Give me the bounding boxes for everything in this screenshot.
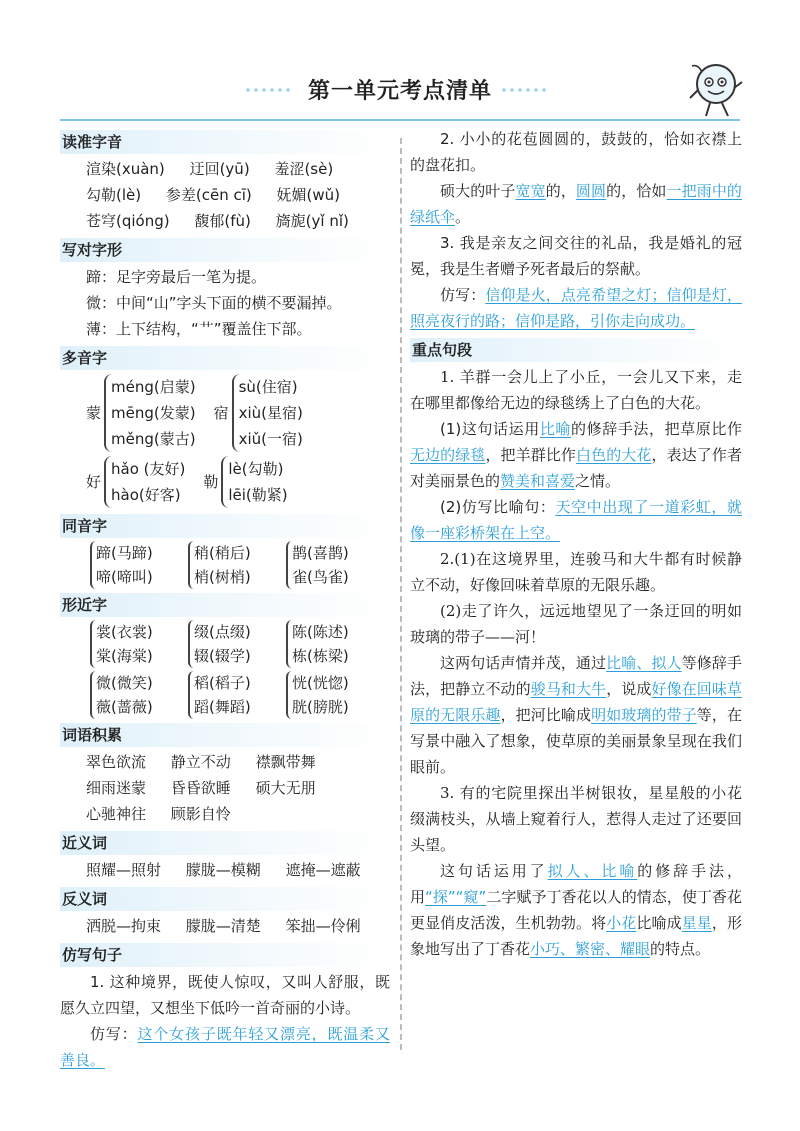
text: ，把河比喻成: [500, 706, 592, 724]
xingjin-row: [60, 620, 390, 668]
duoyin-reading: lēi(勒紧): [228, 486, 288, 504]
char-group: [90, 671, 174, 719]
jinyi-row: [60, 857, 390, 883]
answer: 天空中出现了一道彩虹，就像一座彩桥架在上空。: [410, 498, 742, 542]
key-passage-2a: 2.(1)在这境界里，连骏马和大牛都有时候静立不动，好像回味着草原的无限乐趣。: [410, 550, 742, 594]
text: 的特点。: [650, 940, 711, 958]
text: 的，: [545, 182, 576, 200]
duoyin-reading: hào(好客): [111, 486, 181, 504]
ciyu-row: [60, 801, 390, 827]
word: 羞涩(sè): [274, 160, 334, 178]
key-passage-2b: (2)走了许久，远远地望见了一条迂回的明如玻璃的带子——河！: [410, 602, 742, 646]
duoyin-group: [214, 374, 321, 452]
char-item: 蹄(马蹄): [96, 544, 153, 562]
answer: 小巧、繁密、耀眼: [530, 940, 651, 958]
key-analysis-2: [410, 650, 742, 780]
answer: 好像在回味草原的无限乐趣: [410, 680, 742, 724]
word: 馥郁(fù): [194, 212, 251, 230]
text: 之情。: [575, 472, 621, 490]
column-divider: [400, 138, 402, 1050]
section-tongyin-title: 同音字: [60, 514, 390, 538]
sentence-2-imitation: [410, 178, 742, 230]
char-item: 鹊(喜鹊): [292, 544, 349, 562]
duoyin-row: [60, 372, 390, 454]
word: 心驰神往: [86, 805, 147, 823]
word: 参差(cēn cī): [165, 186, 252, 204]
section-duoyin-title: 多音字: [60, 346, 390, 370]
text: (1)这句话运用: [440, 420, 540, 438]
zixing-item: 薄：上下结构，“艹”覆盖住下部。: [86, 320, 312, 338]
key-analysis-1a: [410, 416, 742, 494]
answer: 一把雨中的绿纸伞: [410, 182, 742, 226]
sentence-3: 3. 我是亲友之间交往的礼品，我是婚礼的冠冕，我是生者赠予死者最后的祭献。: [410, 234, 742, 278]
text: (2)仿写比喻句：: [440, 498, 556, 516]
char-item: 恍(恍惚): [292, 674, 349, 692]
text: 硕大的叶子: [440, 182, 516, 200]
word: 硕大无朋: [255, 779, 316, 797]
duoyin-reading: lè(勾勒): [228, 460, 284, 478]
section-jinyi-title: 近义词: [60, 831, 390, 855]
word-pair: 朦胧—模糊: [185, 861, 261, 879]
duoyin-row: [60, 454, 390, 510]
zixing-item: 微：中间“山”字头下面的横不要漏掉。: [86, 294, 342, 312]
tongyin-row: [60, 541, 390, 589]
text: ，说成: [606, 680, 652, 698]
answer: 骏马和大牛: [530, 680, 607, 698]
text: 等修辞手法，把静立不动的: [410, 654, 742, 698]
section-zhunzi-title: 读准字音: [60, 130, 390, 154]
char-item: 辍(辍学): [194, 647, 251, 665]
text: 等，在写景中融入了想象，使草原的美丽景象呈现在我们眼前。: [410, 706, 742, 776]
duoyin-char: 勒: [203, 473, 219, 491]
page-title: 第一单元考点清单: [307, 79, 492, 104]
answer: 宽宽: [515, 182, 546, 200]
char-item: 梢(树梢): [194, 568, 251, 586]
char-item: 棠(海棠): [96, 647, 153, 665]
pinyin-row: [60, 208, 390, 234]
word: 细雨迷蒙: [86, 779, 147, 797]
fangxie-answer: 这个女孩子既年轻又漂亮，既温柔又善良。: [60, 1025, 390, 1069]
header-rule: [60, 119, 740, 121]
char-item: 胱(膀胱): [292, 698, 349, 716]
section-ciyu-title: 词语积累: [60, 723, 390, 747]
answer: 无边的绿毯: [410, 446, 486, 464]
text: ，形象地写出了丁香花: [410, 914, 742, 958]
text: 。: [455, 208, 471, 226]
char-item: 陈(陈述): [292, 623, 349, 641]
duoyin-group: [60, 456, 203, 508]
char-item: 微(微笑): [96, 674, 153, 692]
key-passage-1: 1. 羊群一会儿上了小丘，一会儿又下来，走在哪里都像给无边的绿毯绣上了白色的大花。: [410, 368, 742, 412]
answer: 信仰是火，点亮希望之灯；信仰是灯，照亮夜行的路；信仰是路，引你走向成功。: [410, 286, 742, 330]
word: 妩媚(wǔ): [276, 186, 341, 204]
word: 迂回(yū): [189, 160, 250, 178]
answer: “探”“窥”: [425, 888, 487, 906]
text: ，把羊群比作: [485, 446, 577, 464]
ciyu-row: [60, 775, 390, 801]
word: 静立不动: [170, 753, 231, 771]
word: 苍穹(qióng): [86, 212, 170, 230]
char-item: 薇(蔷薇): [96, 698, 153, 716]
char-item: 稻(稻子): [194, 674, 251, 692]
fangxie-label: 仿写：: [440, 286, 486, 304]
char-group: [188, 541, 272, 589]
text: 比喻成: [636, 914, 682, 932]
char-group: [90, 541, 174, 589]
char-group: [286, 541, 370, 589]
duoyin-char: 宿: [213, 404, 229, 422]
text: 的，恰如: [606, 182, 667, 200]
section-zhongdian-title: 重点句段: [410, 338, 742, 362]
text: 的修辞手法，用: [410, 862, 742, 906]
word-pair: 洒脱—拘束: [86, 917, 162, 935]
text: 这两句话声情并茂，通过: [440, 654, 607, 672]
char-item: 稍(稍后): [194, 544, 251, 562]
right-column: [410, 126, 742, 962]
char-group: [188, 671, 272, 719]
page-header: [0, 60, 800, 130]
fangxie-sentence: 1. 这种境界，既使人惊叹，又叫人舒服，既愿久立四望，又想坐下低吟一首奇丽的小诗。: [60, 973, 390, 1017]
duoyin-reading: xiù(星宿): [238, 404, 303, 422]
word: 渲染(xuàn): [86, 160, 165, 178]
char-group: [286, 620, 370, 668]
text: ，表达了作者对美丽景色的: [410, 446, 742, 490]
answer: 白色的大花: [576, 446, 652, 464]
fanyi-row: [60, 913, 390, 939]
answer: 拟人、比喻: [547, 862, 638, 880]
key-analysis-3: [410, 858, 742, 962]
answer: 比喻: [539, 420, 572, 438]
key-analysis-1b: [410, 494, 742, 546]
pinyin-row: [60, 182, 390, 208]
sentence-2: 2. 小小的花苞圆圆的，鼓鼓的，恰如衣襟上的盘花扣。: [410, 130, 742, 174]
answer: 小花: [606, 914, 637, 932]
answer: 圆圆: [575, 182, 607, 200]
duoyin-reading: hǎo (友好): [111, 460, 186, 478]
text: 这句话运用了: [440, 862, 548, 880]
section-fanyi-title: 反义词: [60, 887, 390, 911]
duoyin-reading: méng(启蒙): [111, 378, 196, 396]
mascot-icon: [688, 60, 744, 122]
duoyin-reading: xiǔ(一宿): [238, 430, 303, 448]
char-item: 蹈(舞蹈): [194, 698, 251, 716]
text: 二字赋予丁香花以人的情态，使丁香花更显俏皮活泼，生机勃勃。将: [410, 888, 742, 932]
answer: 明如玻璃的带子: [591, 706, 697, 724]
duoyin-group: [60, 374, 214, 452]
char-item: 雀(鸟雀): [292, 568, 349, 586]
word: 勾勒(lè): [86, 186, 142, 204]
sentence-3-imitation: [410, 282, 742, 334]
word-pair: 遮掩—遮蔽: [285, 861, 361, 879]
zixing-item: 蹄：足字旁最后一笔为提。: [86, 268, 267, 286]
decor-dots-right: [500, 87, 550, 93]
word: 昏昏欲睡: [170, 779, 231, 797]
word: 顾影自怜: [170, 805, 231, 823]
char-group: [188, 620, 272, 668]
ciyu-row: [60, 749, 390, 775]
xingjin-row: [60, 671, 390, 719]
char-group: [90, 620, 174, 668]
left-column: [60, 126, 390, 1073]
word-pair: 笨拙—伶俐: [285, 917, 361, 935]
word: 襟飘带舞: [255, 753, 316, 771]
pinyin-row: [60, 156, 390, 182]
duoyin-reading: sù(住宿): [238, 378, 298, 396]
decor-dots-left: [244, 87, 294, 93]
duoyin-char: 好: [86, 473, 102, 491]
duoyin-reading: měng(蒙古): [111, 430, 196, 448]
section-xingjin-title: 形近字: [60, 593, 390, 617]
section-fangxie-title: 仿写句子: [60, 943, 390, 967]
section-zixing-title: 写对字形: [60, 238, 390, 262]
text: 的修辞手法，把草原比作: [571, 420, 742, 438]
key-passage-3: 3. 有的宅院里探出半树银妆，星星般的小花缀满枝头，从墙上窥着行人，惹得人走过了还要回头望。: [410, 784, 742, 854]
duoyin-group: [203, 456, 305, 508]
answer: 赞美和喜爱: [500, 472, 576, 490]
answer: 星星: [681, 914, 712, 932]
duoyin-reading: mēng(发蒙): [111, 404, 196, 422]
char-item: 啼(啼叫): [96, 568, 153, 586]
word: 旖旎(yǐ nǐ): [275, 212, 349, 230]
char-item: 缀(点缀): [194, 623, 251, 641]
char-item: 栋(栋梁): [292, 647, 349, 665]
word: 翠色欲流: [86, 753, 147, 771]
duoyin-char: 蒙: [86, 404, 102, 422]
fangxie-label: 仿写：: [90, 1025, 138, 1043]
answer: 比喻、拟人: [606, 654, 682, 672]
word-pair: 朦胧—清楚: [185, 917, 261, 935]
char-group: [286, 671, 370, 719]
char-item: 裳(衣裳): [96, 623, 153, 641]
fangxie-answer-block: [60, 1021, 390, 1073]
word-pair: 照耀—照射: [86, 861, 162, 879]
